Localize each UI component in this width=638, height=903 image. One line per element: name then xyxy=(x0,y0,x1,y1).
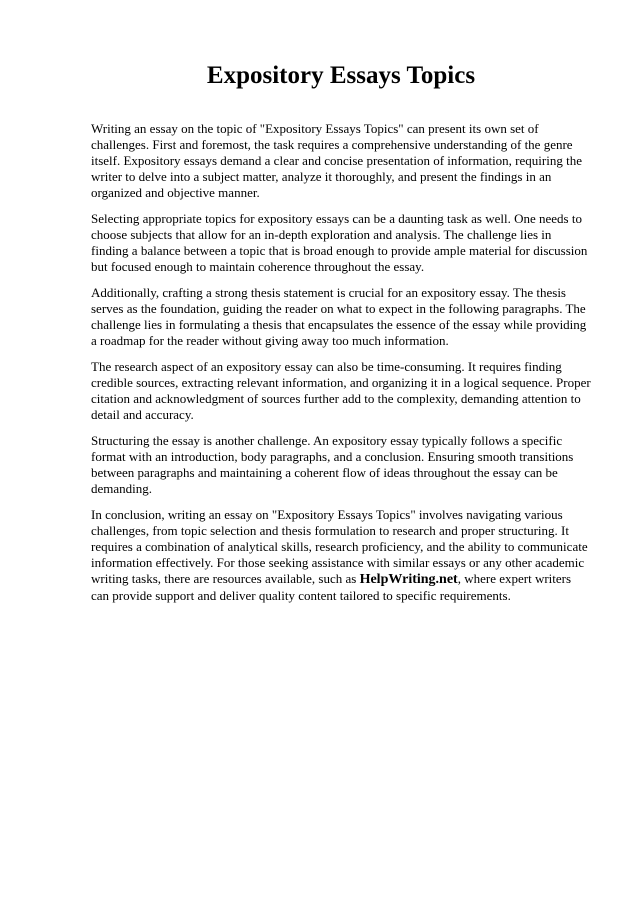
paragraph-research: The research aspect of an expository essay can also be time-consuming. It requires finding credible sources, extracting relevant information, and organizing it in a logical sequence. Proper citation and acknowledgment of sources further add to the complexity, demanding attention to detail and accuracy. xyxy=(91,359,591,422)
conclusion-text-after: , where expert writers can provide support and deliver quality content tailored to specific requirements. xyxy=(91,571,572,603)
document-page xyxy=(91,60,591,614)
paragraph-topic-selection: Selecting appropriate topics for expository essays can be a daunting task as well. One needs to choose subjects that allow for an in-depth exploration and analysis. The challenge lies in finding a balance between a topic that is broad enough to provide ample material for discussion but focused enough to maintain coherence throughout the essay. xyxy=(91,211,588,274)
paragraph-structure: Structuring the essay is another challenge. An expository essay typically follows a specific format with an introduction, body paragraphs, and a conclusion. Ensuring smooth transitions between paragraphs and maintaining a coherent flow of ideas throughout the essay can be demanding. xyxy=(91,433,574,496)
paragraph-genre-challenges: Writing an essay on the topic of "Expository Essays Topics" can present its own set of challenges. First and foremost, the task requires a comprehensive understanding of the genre itself. Expository essays demand a clear and concise presentation of information, requiring the writer to delve into a subject matter, analyze it thoroughly, and present the findings in an organized and objective manner. xyxy=(91,121,582,200)
conclusion-text-before: In conclusion, writing an essay on "Expository Essays Topics" involves navigating various challenges, from topic selection and thesis formulation to research and proper structuring. It requires a combination of analytical skills, research proficiency, and the ability to communicate information effectively. For those seeking assistance with similar essays or any other academic writing tasks, there are resources available, such as xyxy=(91,507,588,586)
paragraph-thesis-statement: Additionally, crafting a strong thesis statement is crucial for an expository essay. The thesis serves as the foundation, guiding the reader on what to expect in the following paragraphs. The challenge lies in formulating a thesis that encapsulates the essence of the essay while providing a roadmap for the reader without giving away too much information. xyxy=(91,285,587,348)
brand-name: HelpWriting.net xyxy=(359,572,458,587)
document-title: Expository Essays Topics xyxy=(206,62,476,89)
paragraph-conclusion xyxy=(91,507,591,604)
